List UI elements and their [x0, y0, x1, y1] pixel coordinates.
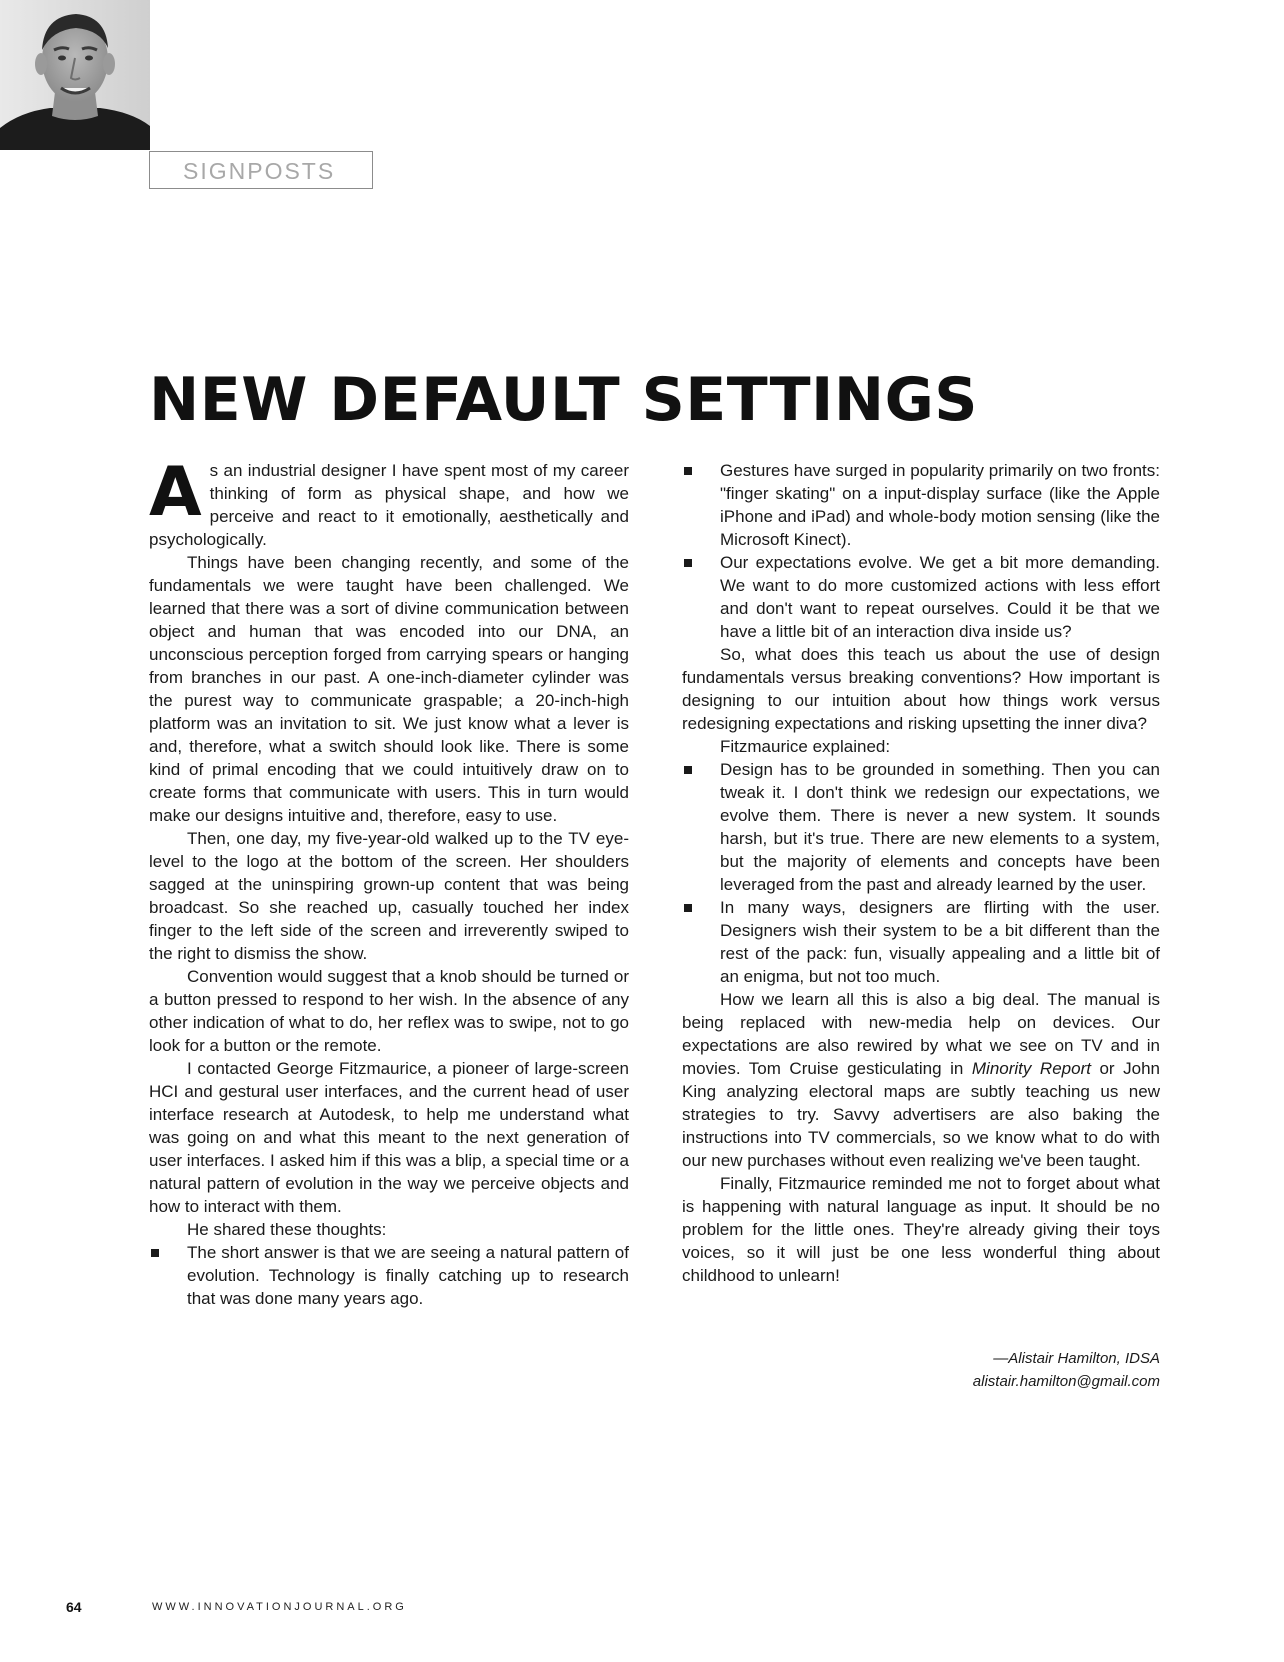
film-title: Minority Report	[971, 1059, 1091, 1078]
bullet-item	[682, 459, 1160, 551]
bullet-item	[682, 758, 1160, 896]
bullet-text: In many ways, designers are flirting with the user. Designers wish their system to be a bit different than the rest of the pack: fun, visually appealing and a little bit of an enigma, but not too much.	[720, 898, 1160, 986]
bullet-square-icon	[684, 766, 692, 774]
body-paragraph: Things have been changing recently, and some of the fundamentals we were taught have been challenged. We learned that there was a sort of divine communication between object and human that was encoded into our DNA, an unconscious perception forged from carrying spears or hanging from branches in our past. A one-inch-diameter cylinder was the purest way to communicate graspable; a 20-inch-high platform was an invitation to sit. We just know what a lever is and, therefore, what a switch should look like. There is some kind of primal encoding that we could intuitively draw on to create forms that communicate with users. This in turn would make our designs intuitive and, therefore, easy to use.	[149, 553, 629, 825]
body-paragraph: Fitzmaurice explained:	[720, 737, 891, 756]
body-paragraph: So, what does this teach us about the use of design fundamentals versus breaking conventions? How important is designing to our intuition about how things work versus redesigning expectations and risking upsetting the inner diva?	[682, 645, 1160, 733]
intro-text: s an industrial designer I have spent most of my career thinking of form as physical shape, and how we perceive and react to it emotionally, aesthetically and psychologically.	[149, 461, 629, 549]
author-signature	[682, 1347, 1160, 1393]
bullet-square-icon	[151, 1249, 159, 1257]
intro-paragraph	[149, 453, 629, 551]
bullet-text: The short answer is that we are seeing a natural pattern of evolution. Technology is finally catching up to research that was done many years ago.	[187, 1243, 629, 1308]
author-photo	[0, 0, 150, 150]
article-headline: NEW DEFAULT SETTINGS	[149, 365, 979, 435]
paragraph-text: or John King analyzing electoral maps are subtly teaching us new strategies to try. Savvy advertisers are also baking the instructions into TV commercials, so we know what to do with our new purchases without even realizing we've been taught.	[682, 1059, 1160, 1170]
section-label: SIGNPOSTS	[149, 151, 373, 189]
paragraph-text: How we learn all this is also a big deal. The manual is being replaced with new-media help on devices. Our expectations are also rewired by what we see on TV and in movies. Tom Cruise gesticulating in	[682, 990, 1160, 1078]
bullet-square-icon	[684, 467, 692, 475]
bullet-item	[682, 551, 1160, 643]
body-paragraph	[682, 988, 1160, 1172]
bullet-text: Gestures have surged in popularity primarily on two fronts: "finger skating" on a input-display surface (like the Apple iPhone and iPad) and whole-body motion sensing (like the Microsoft Kinect).	[720, 461, 1160, 549]
body-paragraph: He shared these thoughts:	[187, 1220, 387, 1239]
article-column-left	[149, 453, 629, 1310]
body-paragraph: Convention would suggest that a knob should be turned or a button pressed to respond to her wish. In the absence of any other indication of what to do, her reflex was to swipe, not to go look for a button or the remote.	[149, 967, 629, 1055]
bullet-square-icon	[684, 559, 692, 567]
body-paragraph: Finally, Fitzmaurice reminded me not to forget about what is happening with natural language as input. It should be no problem for the little ones. They're already giving their toys voices, so it will just be one less wonderful thing about childhood to unlearn!	[682, 1174, 1160, 1285]
bullet-text: Our expectations evolve. We get a bit more demanding. We want to do more customized actions with less effort and don't want to repeat ourselves. Could it be that we have a little bit of an interaction diva inside us?	[720, 553, 1160, 641]
bullet-text: Design has to be grounded in something. Then you can tweak it. I don't think we redesign our expectations, we evolve them. There is never a new system. It sounds harsh, but it's true. There are new elements to a system, but the majority of elements and concepts have been leveraged from the past and already learned by the user.	[720, 760, 1160, 894]
drop-cap: A	[149, 453, 202, 532]
footer-url: WWW.INNOVATIONJOURNAL.ORG	[152, 1601, 407, 1613]
body-paragraph: Then, one day, my five-year-old walked up to the TV eye-level to the logo at the bottom of the screen. Her shoulders sagged at the uninspiring grown-up content that was being broadcast. So she reached up, casually touched her index finger to the left side of the screen and irreverently swiped to the right to dismiss the show.	[149, 829, 629, 963]
bullet-square-icon	[684, 904, 692, 912]
author-email: alistair.hamilton@gmail.com	[972, 1373, 1160, 1390]
page-number: 64	[66, 1599, 82, 1615]
article-column-right	[682, 459, 1160, 1287]
bullet-item	[682, 896, 1160, 988]
body-paragraph: I contacted George Fitzmaurice, a pioneer of large-screen HCI and gestural user interfaces, and the current head of user interface research at Autodesk, to help me understand what was going on and what this meant to the next generation of user interfaces. I asked him if this was a blip, a special time or a natural pattern of evolution in the way we perceive objects and how to interact with them.	[149, 1059, 629, 1216]
author-name: —Alistair Hamilton, IDSA	[993, 1350, 1160, 1367]
bullet-item	[149, 1241, 629, 1310]
